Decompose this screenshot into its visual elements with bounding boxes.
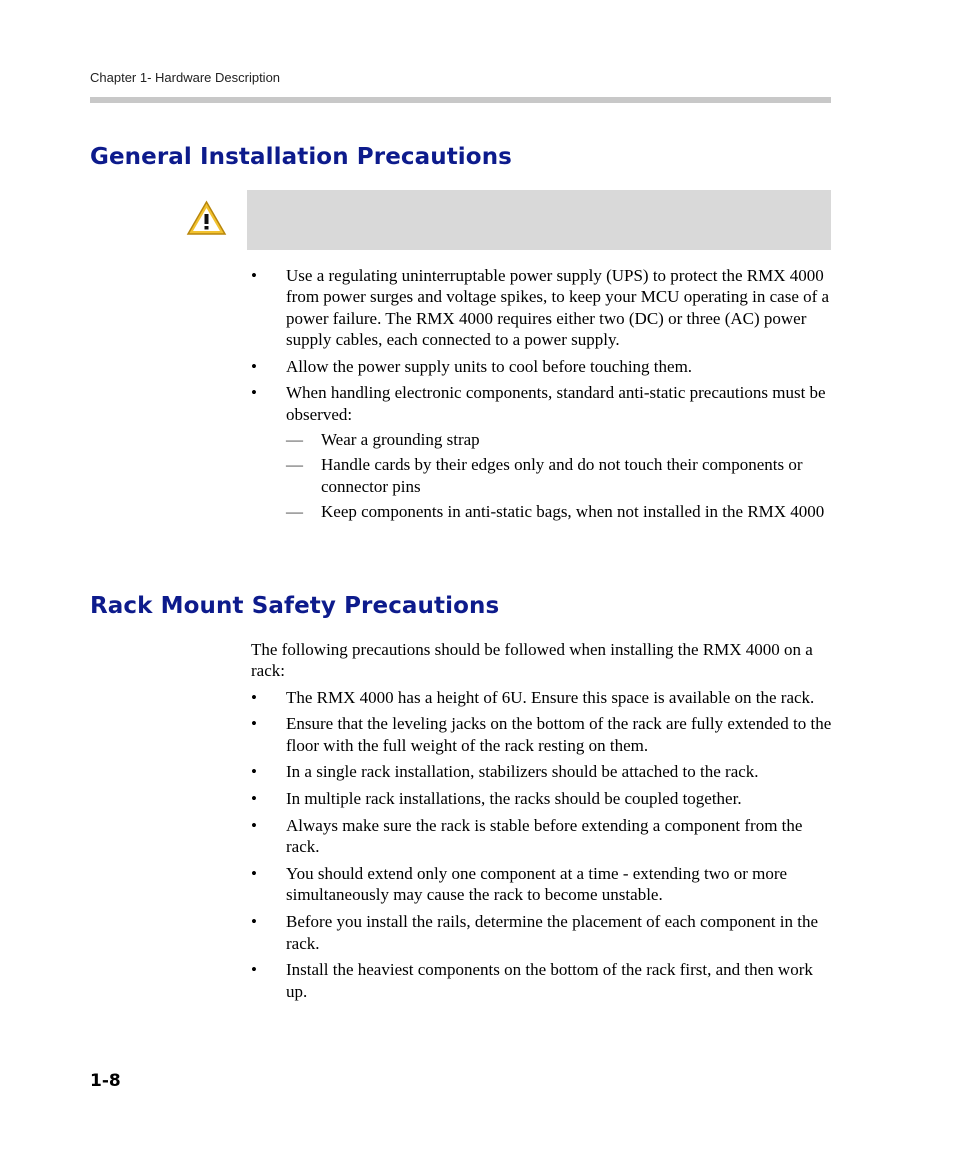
warning-box (247, 190, 831, 250)
list-item: • Ensure that the leveling jacks on the bottom of the rack are fully extended to the floor with the full weight of the rack resting on them. (251, 713, 836, 756)
section-title-rack: Rack Mount Safety Precautions (90, 593, 500, 619)
list-item: • Allow the power supply units to cool before touching them. (251, 356, 836, 377)
rack-precautions (251, 639, 836, 1007)
warning-triangle-icon (186, 200, 227, 236)
sub-list-item: — Wear a grounding strap (286, 429, 836, 450)
list-item: • Install the heaviest components on the bottom of the rack first, and then work up. (251, 959, 836, 1002)
list-item: • The RMX 4000 has a height of 6U. Ensure this space is available on the rack. (251, 687, 836, 708)
section-title-general: General Installation Precautions (90, 144, 512, 170)
running-header: Chapter 1- Hardware Description (90, 70, 281, 85)
list-item (251, 382, 836, 522)
list-item: • You should extend only one component at a time - extending two or more simultaneously may cause the rack to become unstable. (251, 863, 836, 906)
list-item: • In a single rack installation, stabilizers should be attached to the rack. (251, 761, 836, 782)
sub-list-item: — Handle cards by their edges only and do not touch their components or connector pins (286, 454, 836, 497)
sub-list-item: — Keep components in anti-static bags, when not installed in the RMX 4000 (286, 501, 836, 522)
list-item: • Always make sure the rack is stable before extending a component from the rack. (251, 815, 836, 858)
general-precautions (251, 265, 836, 528)
list-item: • In multiple rack installations, the racks should be coupled together. (251, 788, 836, 809)
list-item-text: When handling electronic components, standard anti-static precautions must be observed: (286, 383, 826, 424)
header-rule (90, 97, 831, 103)
list-item: • Use a regulating uninterruptable power supply (UPS) to protect the RMX 4000 from power surges and voltage spikes, to keep your MCU operating in case of a power failure. The RMX 4000 requires either two (DC) or three (AC) power supply cables, each connected to a power supply. (251, 265, 836, 350)
list-item: • Before you install the rails, determine the placement of each component in the rack. (251, 911, 836, 954)
intro-paragraph: The following precautions should be followed when installing the RMX 4000 on a rack: (251, 640, 813, 681)
page-number: 1-8 (90, 1071, 121, 1091)
